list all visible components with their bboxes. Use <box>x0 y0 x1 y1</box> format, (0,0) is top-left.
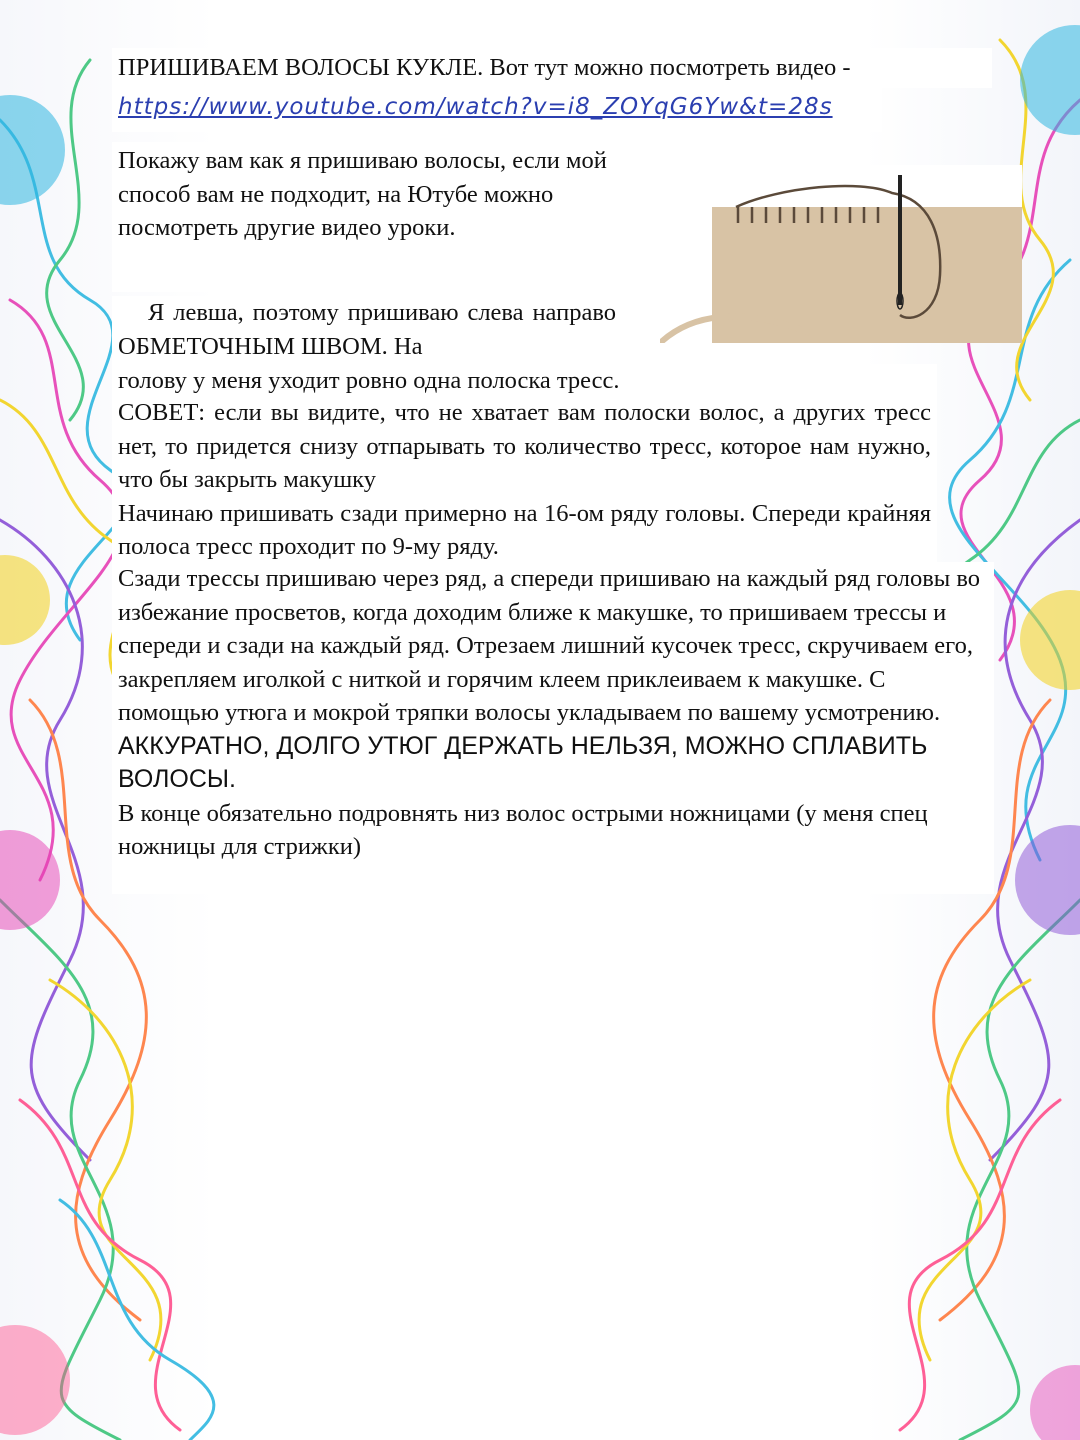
intro-paragraph: Покажу вам как я пришиваю волосы, если мой способ вам не подходит, на Ютубе можно посмотреть другие видео уроки. <box>118 147 607 241</box>
stitch-illustration <box>660 165 1022 343</box>
advice-paragraph: СОВЕТ: если вы видите, что не хватает вам полоски волос, а других тресс нет, то придется снизу отпарывать то количество тресс, которое нам нужно, что бы закрыть макушку <box>118 399 931 493</box>
advice-block <box>112 396 937 564</box>
header-text <box>118 51 986 85</box>
header-line <box>112 48 992 88</box>
youtube-video-link[interactable]: https://www.youtube.com/watch?v=i8_ZOYqG6Yw&t=28s <box>118 94 833 120</box>
instructions-paragraph: Сзади трессы пришиваю через ряд, а спереди пришиваю на каждый ряд головы во избежание просветов, когда доходим ближе к макушке, то пришиваем трессы и спереди и сзади на каждый ряд. Отрезаем лишний кусочек тресс, скручиваем его, закрепляем иголкой с ниткой и горячим клеем приклеиваем к макушке. С помощью утюга и мокрой тряпки волосы укладываем по вашему усмотрению. <box>118 565 981 726</box>
header-intro: Вот тут можно посмотреть видео - <box>483 54 851 81</box>
page-title: ПРИШИВАЕМ ВОЛОСЫ КУКЛЕ. <box>118 54 484 81</box>
lefty-block <box>112 296 622 364</box>
warning-paragraph: АККУРАТНО, ДОЛГО УТЮГ ДЕРЖАТЬ НЕЛЬЗЯ, МОЖНО СПЛАВИТЬ ВОЛОСЫ. <box>118 731 928 793</box>
start-paragraph: Начинаю пришивать сзади примерно на 16-ом ряду головы. Спереди крайняя полоса тресс проходит по 9-му ряду. <box>118 499 931 560</box>
intro-block <box>112 142 618 292</box>
whip-stitch-needle-icon <box>660 165 1022 343</box>
one-strip-text: голову у меня уходит ровно одна полоска тресс. <box>118 367 620 394</box>
link-box <box>112 88 882 132</box>
lefty-paragraph: Я левша, поэтому пришиваю слева направо ОБМЕТОЧНЫМ ШВОМ. На <box>118 299 616 360</box>
one-strip-line <box>112 364 937 398</box>
final-paragraph: В конце обязательно подровнять низ волос острыми ножницами (у меня спец ножницы для стрижки) <box>118 799 928 860</box>
instructions-block <box>112 562 994 894</box>
